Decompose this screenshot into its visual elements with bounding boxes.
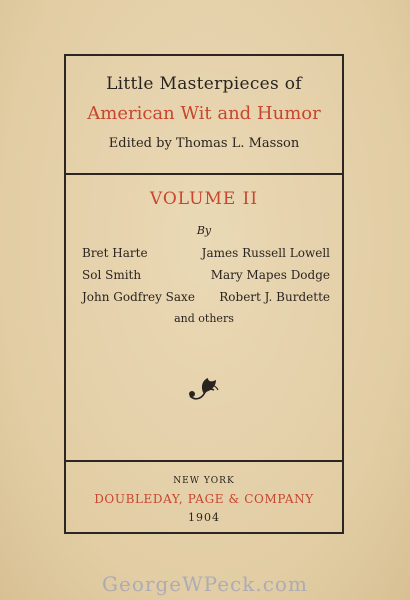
author-name: Robert J. Burdette <box>219 290 330 304</box>
publisher-label: DOUBLEDAY, PAGE & COMPANY <box>94 492 314 506</box>
title-line-2: American Wit and Humor <box>87 103 321 124</box>
by-label: By <box>196 224 212 237</box>
watermark: GeorgeWPeck.com <box>102 572 308 596</box>
divider-bottom <box>66 460 342 462</box>
editor-line: Edited by Thomas L. Masson <box>108 136 300 151</box>
city-label: NEW YORK <box>173 476 235 486</box>
author-row <box>82 268 330 290</box>
title-line-1: Little Masterpieces of <box>106 74 302 94</box>
divider-top <box>66 173 342 175</box>
author-name: Bret Harte <box>82 246 148 260</box>
author-row <box>82 246 330 268</box>
author-name: Mary Mapes Dodge <box>210 268 330 282</box>
author-name: Sol Smith <box>82 268 142 282</box>
year-label: 1904 <box>188 511 220 524</box>
leaf-ornament-icon <box>186 374 222 402</box>
border-frame <box>64 54 344 534</box>
author-name: James Russell Lowell <box>201 246 330 260</box>
volume-label: VOLUME II <box>149 189 259 209</box>
others-label: and others <box>174 312 234 325</box>
author-name: John Godfrey Saxe <box>82 290 195 304</box>
author-row <box>82 290 330 312</box>
author-list <box>82 246 330 312</box>
